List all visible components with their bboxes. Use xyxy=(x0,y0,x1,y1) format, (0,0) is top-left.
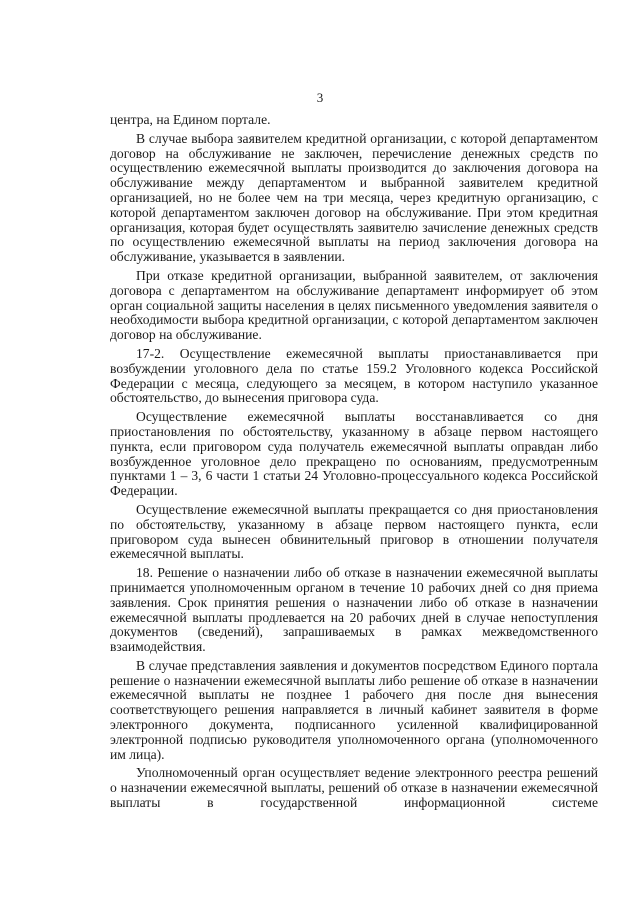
paragraph: В случае представления заявления и документов посредством Единого портала решение о назначении ежемесячной выплаты либо решение об отказе в назначении ежемесячной выплаты не позднее 1 рабочего дня после дня вынесения соответствующего решения направляется в личный кабинет заявителя в форме электронного документа, подписанного усиленной квалифицированной электронной подписью руководителя уполномоченного органа (уполномоченного им лица). xyxy=(110,657,598,762)
paragraph: Осуществление ежемесячной выплаты восстанавливается со дня приостановления по обстоятельству, указанному в абзаце первом настоящего пункта, если приговором суда получатель ежемесячной выплаты оправдан либо возбужденное уголовное дело прекращено по основаниям, предусмотренным пунктами 1 – 3, 6 части 1 статьи 24 Уголовно-процессуального кодекса Российской Федерации. xyxy=(110,409,598,499)
paragraph: 18. Решение о назначении либо об отказе в назначении ежемесячной выплаты принимается уполномоченным органом в течение 10 рабочих дней со дня приема заявления. Срок принятия решения о назначении либо об отказе в назначении ежемесячной выплаты продлевается на 20 рабочих дней в случае непоступления документов (сведений), запрашиваемых в рамках межведомственного взаимодействия. xyxy=(110,565,598,655)
paragraph-continued: Уполномоченный орган осуществляет ведение электронного реестра решений о назначении ежемесячной выплаты, решений об отказе в назначении ежемесячной выплаты в государственной информационной системе xyxy=(110,765,598,811)
paragraph: Осуществление ежемесячной выплаты прекращается со дня приостановления по обстоятельству, указанному в абзаце первом настоящего пункта, если приговором суда вынесен обвинительный приговор в отношении получателя ежемесячной выплаты. xyxy=(110,501,598,562)
paragraph: 17-2. Осуществление ежемесячной выплаты приостанавливается при возбуждении уголовного дела по статье 159.2 Уголовного кодекса Российской Федерации с месяца, следующего за месяцем, в котором наступило указанное обстоятельство, до вынесения приговора суда. xyxy=(110,345,598,406)
paragraph: В случае выбора заявителем кредитной организации, с которой департаментом договор на обслуживание не заключен, перечисление денежных средств по осуществлению ежемесячной выплаты производится до заключения договора на обслуживание между департаментом и выбранной заявителем кредитной организацией, но не более чем на три месяца, через кредитную организацию, с которой департаментом заключен договор на обслуживание. При этом кредитная организация, которая будет осуществлять заявителю зачисление денежных средств по осуществлению ежемесячной выплаты на период заключения договора на обслуживание, указывается в заявлении. xyxy=(110,130,598,265)
paragraph: центра, на Едином портале. xyxy=(110,112,271,127)
document-body xyxy=(110,113,598,815)
page-number: 3 xyxy=(316,90,324,105)
paragraph: При отказе кредитной организации, выбранной заявителем, от заключения договора с департаментом на обслуживание департамент информирует об этом орган социальной защиты населения в целях письменного уведомления заявителя о необходимости выбора кредитной организации, с которой департаментом заключен договор на обслуживание. xyxy=(110,267,598,343)
